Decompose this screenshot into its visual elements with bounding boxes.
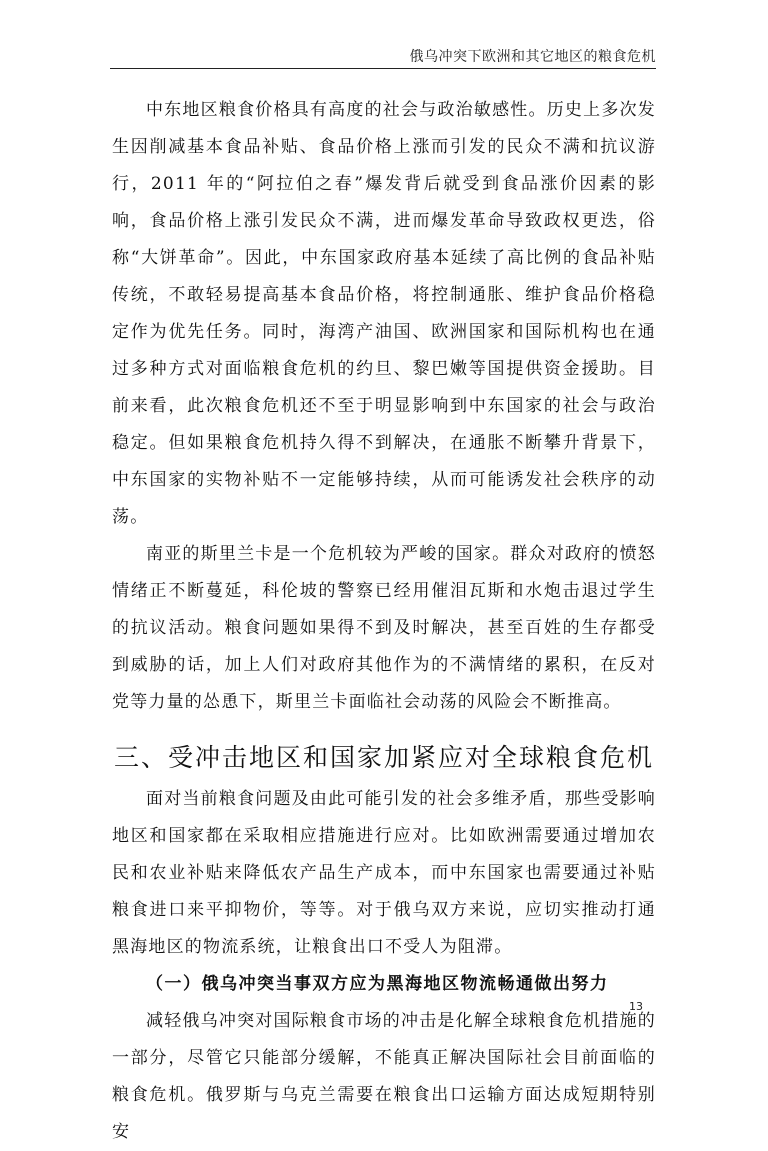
header-title: 俄乌冲突下欧洲和其它地区的粮食危机 xyxy=(409,49,656,65)
paragraph-responses: 面对当前粮食问题及由此可能引发的社会多维矛盾，那些受影响地区和国家都在采取相应措施进行应对。比如欧洲需要通过增加农民和农业补贴来降低农产品生产成本，而中东国家也需要通过补贴粮食进口来平抑物价，等等。对于俄乌双方来说，应切实推动打通黑海地区的物流系统，让粮食出口不受人为阻滞。 xyxy=(112,789,656,957)
section-heading: 三、受冲击地区和国家加紧应对全球粮食危机 xyxy=(113,743,654,772)
paragraph-middle-east: 中东地区粮食价格具有高度的社会与政治敏感性。历史上多次发生因削减基本食品补贴、食品价格上涨而引发的民众不满和抗议游行，2011 年的“阿拉伯之春”爆发背后就受到食品涨价因素的影响，食品价格上涨引发民众不满，进而爆发革命导致政权更迭，俗称“大饼革命”。因此，中东国家政府基本延续了高比例的食品补贴传统，不敢轻易提高基本食品价格，将控制通胀、维护食品价格稳定作为优先任务。同时，海湾产油国、欧洲国家和国际机构也在通过多种方式对面临粮食危机的约旦、黎巴嫩等国提供资金援助。目前来看，此次粮食危机还不至于明显影响到中东国家的社会与政治稳定。但如果粮食危机持久得不到解决，在通胀不断攀升背景下，中东国家的实物补贴不一定能够持续，从而可能诱发社会秩序的动荡。 xyxy=(112,100,656,527)
page-number: 13 xyxy=(629,1000,643,1013)
subsection-heading: （一）俄乌冲突当事双方应为黑海地区物流畅通做出努力 xyxy=(146,974,609,994)
page-body xyxy=(112,92,656,1151)
running-header xyxy=(110,40,656,69)
paragraph-black-sea: 减轻俄乌冲突对国际粮食市场的冲击是化解全球粮食危机措施的一部分，尽管它只能部分缓解，不能真正解决国际社会目前面临的粮食危机。俄罗斯与乌克兰需要在粮食出口运输方面达成短期特别安 xyxy=(112,1011,656,1142)
paragraph-sri-lanka: 南亚的斯里兰卡是一个危机较为严峻的国家。群众对政府的愤怒情绪正不断蔓延，科伦坡的警察已经用催泪瓦斯和水炮击退过学生的抗议活动。粮食问题如果得不到及时解决，甚至百姓的生存都受到威胁的话，加上人们对政府其他作为的不满情绪的累积，在反对党等力量的怂恿下，斯里兰卡面临社会动荡的风险会不断推高。 xyxy=(112,544,656,712)
